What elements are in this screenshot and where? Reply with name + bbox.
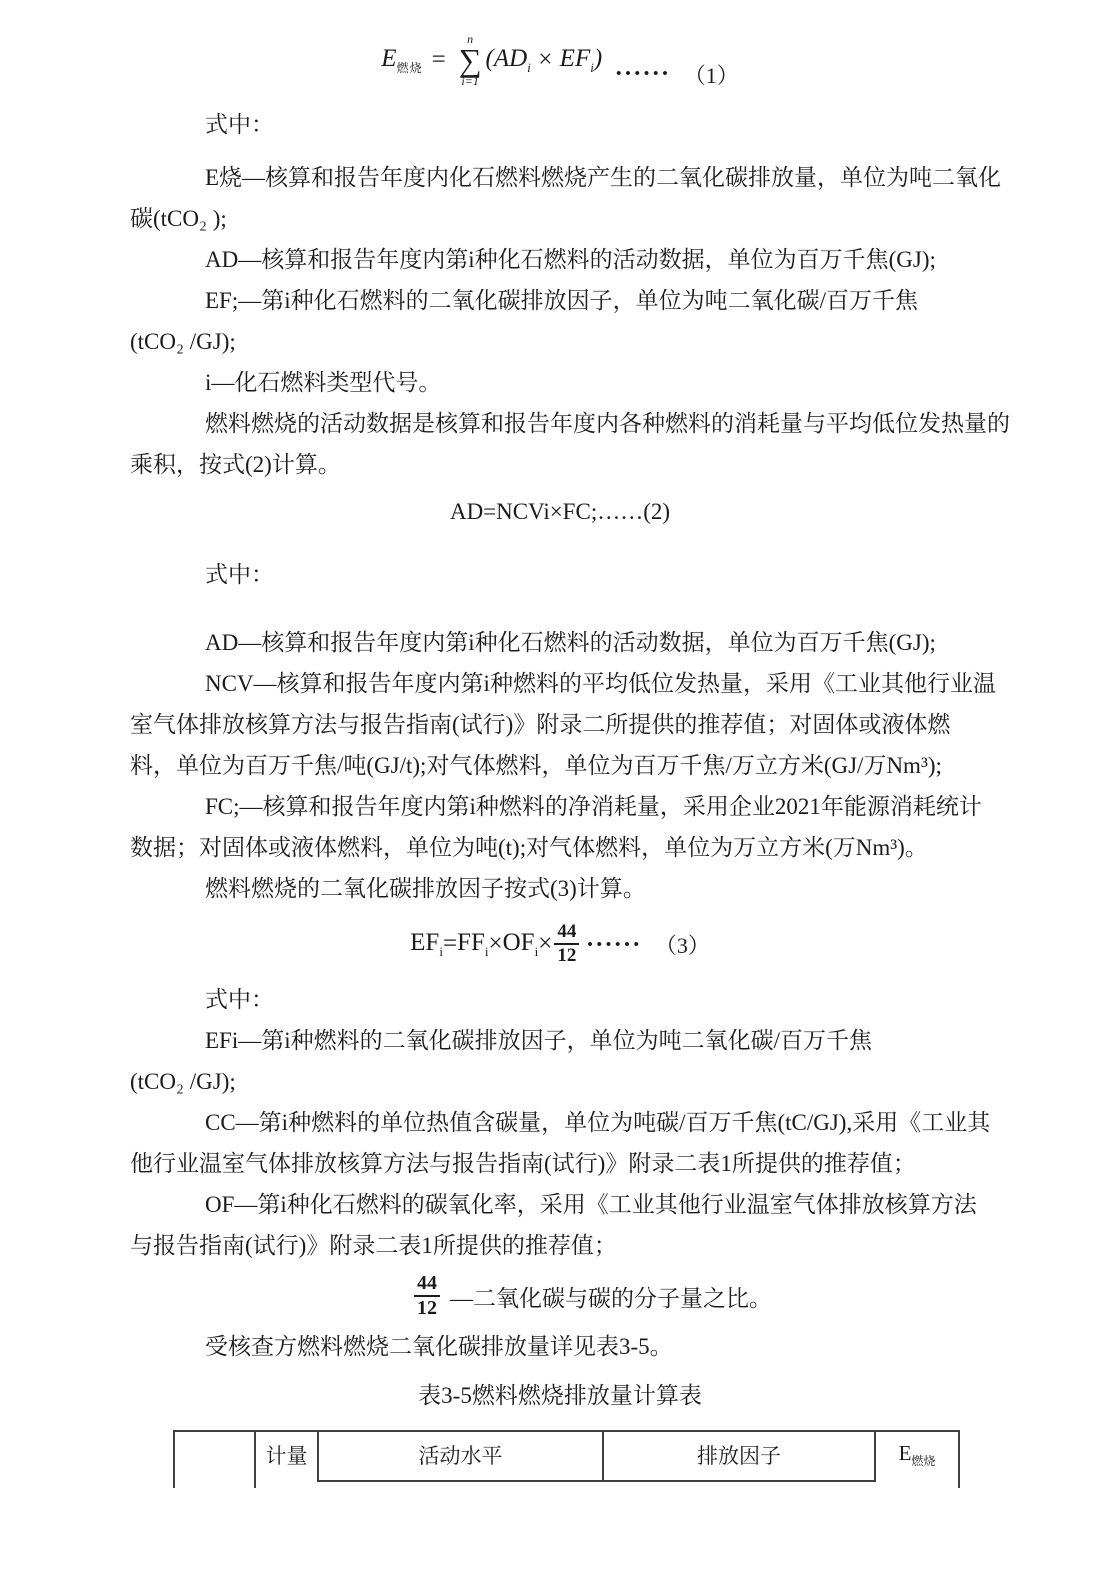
ellipsis-dots: •••••• [616,65,672,82]
formula-3-lhs: $EF_i$ [410,928,443,959]
table-border-vertical [958,1430,960,1488]
doc-line: 碳(tCO₂ ); [130,206,227,231]
table-title: 表3-5燃料燃烧排放量计算表 [418,1383,702,1408]
sigma-symbol: n ∑ i=1 [458,31,482,89]
table-header-emission-factor: 排放因子 [697,1444,781,1468]
doc-line: 式中： [205,987,274,1012]
doc-line: (tCO₂ /GJ); [130,1069,236,1094]
multiply-sign: × [536,46,554,73]
formula-1 [130,28,990,92]
doc-line: 室气体排放核算方法与报告指南(试行)》附录二所提供的推荐值；对固体或液体燃 [130,712,951,737]
doc-line: 与报告指南(试行)》附录二表1所提供的推荐值； [130,1233,617,1258]
doc-line: 燃料燃烧的活动数据是核算和报告年度内各种燃料的消耗量与平均低位发热量的 [205,411,1010,436]
doc-line: 燃料燃烧的二氧化碳排放因子按式(3)计算。 [205,876,646,901]
table-header-e-combustion: $E_{燃烧}$ [898,1440,936,1469]
formula-3-number: （3） [654,932,710,958]
ratio-definition-text: —二氧化碳与碳的分子量之比。 [450,1285,772,1311]
equals-sign: = [431,46,446,73]
doc-line: 乘积，按式(2)计算。 [130,452,341,477]
formula-1-lhs: $E_{燃烧}$ [381,44,423,75]
doc-line: CC—第i种燃料的单位热值含碳量，单位为吨碳/百万千焦(tC/GJ),采用《工业其 [205,1110,991,1135]
ellipsis-dots: •••••• [587,936,643,953]
doc-line: (tCO₂ /GJ); [130,329,236,354]
formula-1-tail [616,59,739,90]
doc-line: EF;—第i种化石燃料的二氧化碳排放因子，单位为吨二氧化碳/百万千焦 [205,288,919,313]
fraction-44-12: $\frac{44}{12}$ [414,1273,440,1319]
formula-3-term1: $FF_i$ [457,928,489,959]
formula-1-term2: $EF_i$) [559,44,603,75]
multiply-sign: × [488,930,503,957]
table-3-5 [173,1430,960,1488]
doc-line: AD—核算和报告年度内第i种化石燃料的活动数据，单位为百万千焦(GJ); [205,247,936,272]
doc-line: 他行业温室气体排放核算方法与报告指南(试行)》附录二表1所提供的推荐值； [130,1151,916,1176]
formula-2: AD=NCVi×FC;……(2) [449,499,671,524]
formula-1-term1: ($AD_i$ [485,44,531,75]
doc-line: 式中： [205,112,274,137]
doc-line: AD—核算和报告年度内第i种化石燃料的活动数据，单位为百万千焦(GJ); [205,630,936,655]
formula-1-number: （1） [683,62,739,88]
equals-sign: = [442,930,458,957]
formula-3-term2: $OF_i$ [502,928,539,959]
doc-line: NCV—核算和报告年度内第i种燃料的平均低位发热量，采用《工业其他行业温 [205,671,996,696]
multiply-sign: × [538,930,553,957]
table-header-empty [175,1430,254,1480]
table-header-activity-level: 活动水平 [418,1444,503,1468]
doc-line: 式中： [205,562,274,587]
doc-line: 数据；对固体或液体燃料，单位为吨(t);对气体燃料，单位为万立方米(万Nm³)。 [130,835,928,860]
doc-line: 受核查方燃料燃烧二氧化碳排放量详见表3-5。 [205,1334,673,1359]
table-border-bottom-partial [317,1480,876,1482]
doc-line: i—化石燃料类型代号。 [205,370,442,395]
doc-line: OF—第i种化石燃料的碳氧化率，采用《工业其他行业温室气体排放核算方法 [205,1192,977,1217]
table-header-jiliang: 计量 [265,1444,308,1468]
ratio-definition [162,1266,1022,1326]
doc-line: 料，单位为百万千焦/吨(GJ/t);对气体燃料，单位为百万千焦/万立方米(GJ/万Nm³); [130,753,942,778]
fraction-44-12: $\frac{44}{12}$ [554,922,579,966]
doc-line: EFi—第i种燃料的二氧化碳排放因子，单位为吨二氧化碳/百万千焦 [205,1028,873,1053]
formula-3 [130,909,990,979]
doc-line: FC;—核算和报告年度内第i种燃料的净消耗量，采用企业2021年能源消耗统计 [205,794,982,819]
document-body [130,28,1010,1488]
doc-line: E烧—核算和报告年度内化石燃料燃烧产生的二氧化碳排放量，单位为吨二氧化 [205,165,1002,190]
